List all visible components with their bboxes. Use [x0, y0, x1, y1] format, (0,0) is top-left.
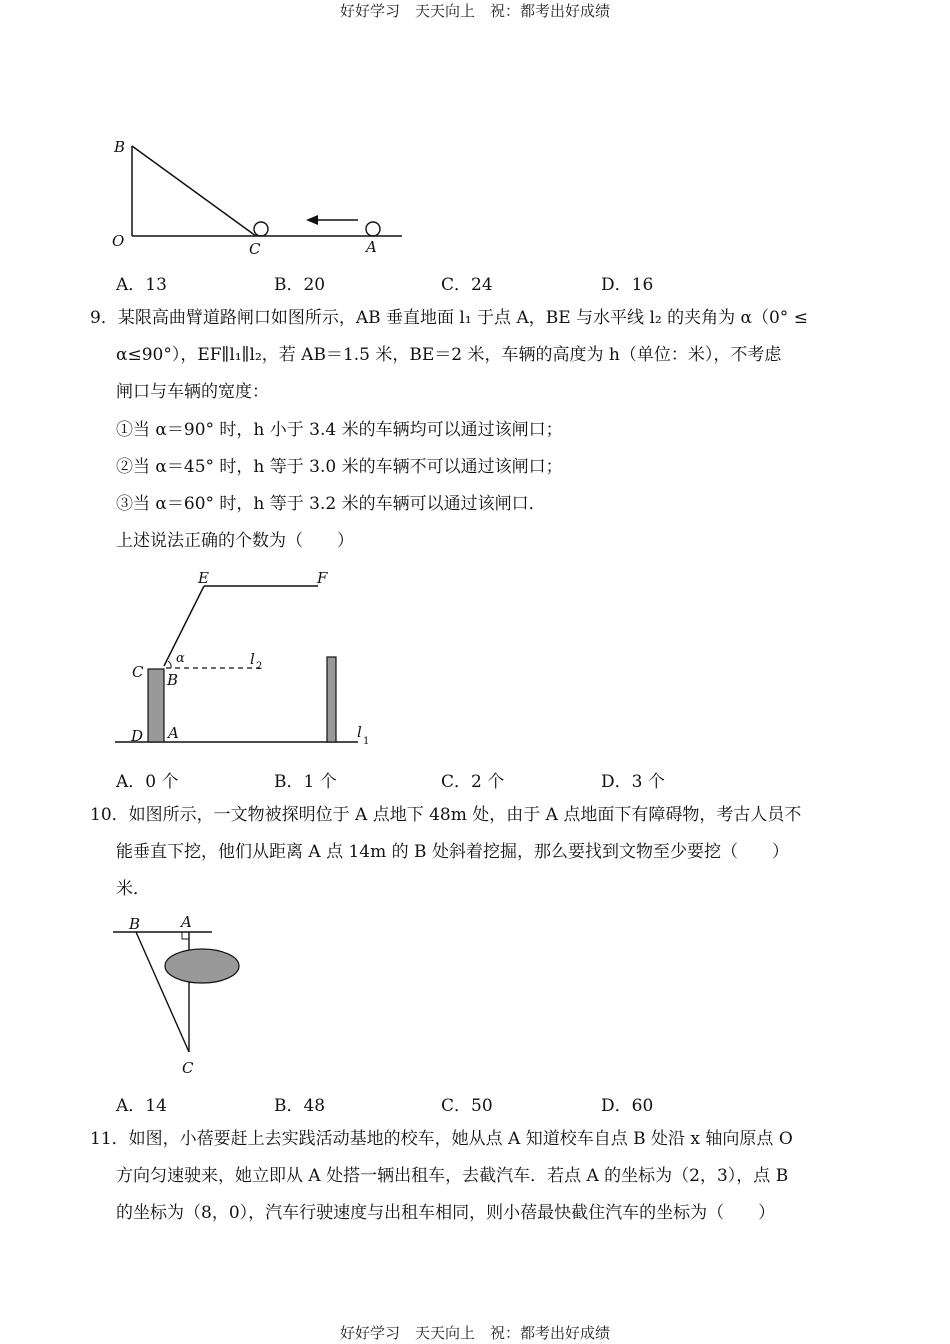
- q8-option-d[interactable]: D．16: [601, 275, 654, 295]
- q8-option-a[interactable]: A．13: [116, 275, 167, 295]
- q9-line-3: 闸口与车辆的宽度：: [116, 382, 269, 402]
- q9-statement-3: ③当 α＝60° 时，h 等于 3.2 米的车辆可以通过该闸口．: [116, 494, 546, 514]
- q9-label-D: D: [131, 727, 144, 745]
- q8-label-A: A: [366, 238, 377, 256]
- page-footer: 好好学习 天天向上 祝：都考出好成绩: [339, 1324, 610, 1342]
- q10-line-2: 能垂直下挖，他们从距离 A 点 14m 的 B 处斜着挖掘，那么要找到文物至少要挖（ ）: [116, 842, 789, 862]
- q8-label-O: O: [112, 232, 125, 250]
- q8-figure: [100, 130, 420, 260]
- page-header: 好好学习 天天向上 祝：都考出好成绩: [339, 2, 610, 20]
- q8-label-B: B: [114, 138, 126, 156]
- q9-option-d[interactable]: D．3 个: [601, 772, 665, 792]
- q8-option-c[interactable]: C．24: [441, 275, 493, 295]
- q9-line-2: α≤90°），EF∥l₁∥l₂，若 AB＝1.5 米，BE＝2 米，车辆的高度为 h（单位：米），不考虑: [116, 345, 782, 365]
- q9-question: 上述说法正确的个数为（ ）: [116, 531, 354, 551]
- q10-option-c[interactable]: C．50: [441, 1096, 493, 1116]
- q8-label-C: C: [249, 240, 261, 258]
- q9-label-l1: l: [357, 723, 362, 741]
- q9-label-alpha: α: [176, 651, 185, 666]
- q10-line-3: 米．: [116, 879, 150, 899]
- q11-line-3: 的坐标为（8，0），汽车行驶速度与出租车相同，则小蓓最快截住汽车的坐标为（ ）: [116, 1203, 776, 1223]
- q9-label-F: F: [317, 569, 328, 587]
- q10-label-A: A: [181, 913, 192, 931]
- q10-label-C: C: [182, 1059, 194, 1077]
- q9-label-B: B: [167, 671, 179, 689]
- q10-figure: [100, 910, 260, 1080]
- q9-label-E: E: [198, 569, 209, 587]
- q9-option-c[interactable]: C．2 个: [441, 772, 505, 792]
- q10-line-1: 10．如图所示，一文物被探明位于 A 点地下 48m 处，由于 A 点地面下有障碍物，考古人员不: [90, 805, 802, 825]
- q9-option-b[interactable]: B．1 个: [274, 772, 337, 792]
- q9-statement-1: ①当 α＝90° 时，h 小于 3.4 米的车辆均可以通过该闸口；: [116, 420, 563, 440]
- q9-label-l1-sub: 1: [363, 736, 370, 747]
- q9-label-l2-sub: 2: [256, 661, 263, 672]
- q9-label-l2: l: [250, 650, 255, 668]
- q10-option-d[interactable]: D．60: [601, 1096, 654, 1116]
- q9-label-C: C: [132, 663, 144, 681]
- q10-label-B: B: [129, 915, 141, 933]
- q9-label-A: A: [168, 724, 179, 742]
- q8-option-b[interactable]: B．20: [274, 275, 326, 295]
- q11-line-2: 方向匀速驶来，她立即从 A 处搭一辆出租车，去截汽车．若点 A 的坐标为（2，3），点 B: [116, 1166, 789, 1186]
- q10-option-a[interactable]: A．14: [116, 1096, 167, 1116]
- q9-option-a[interactable]: A．0 个: [116, 772, 179, 792]
- q10-option-b[interactable]: B．48: [274, 1096, 326, 1116]
- q9-figure: [100, 560, 390, 750]
- q9-statement-2: ②当 α＝45° 时，h 等于 3.0 米的车辆不可以通过该闸口；: [116, 457, 563, 477]
- q11-line-1: 11．如图，小蓓要赶上去实践活动基地的校车，她从点 A 知道校车自点 B 处沿 x 轴向原点 O: [90, 1129, 793, 1149]
- q9-line-1: 9．某限高曲臂道路闸口如图所示，AB 垂直地面 l₁ 于点 A，BE 与水平线 l₂ 的夹角为 α（0° ≤: [90, 308, 808, 328]
